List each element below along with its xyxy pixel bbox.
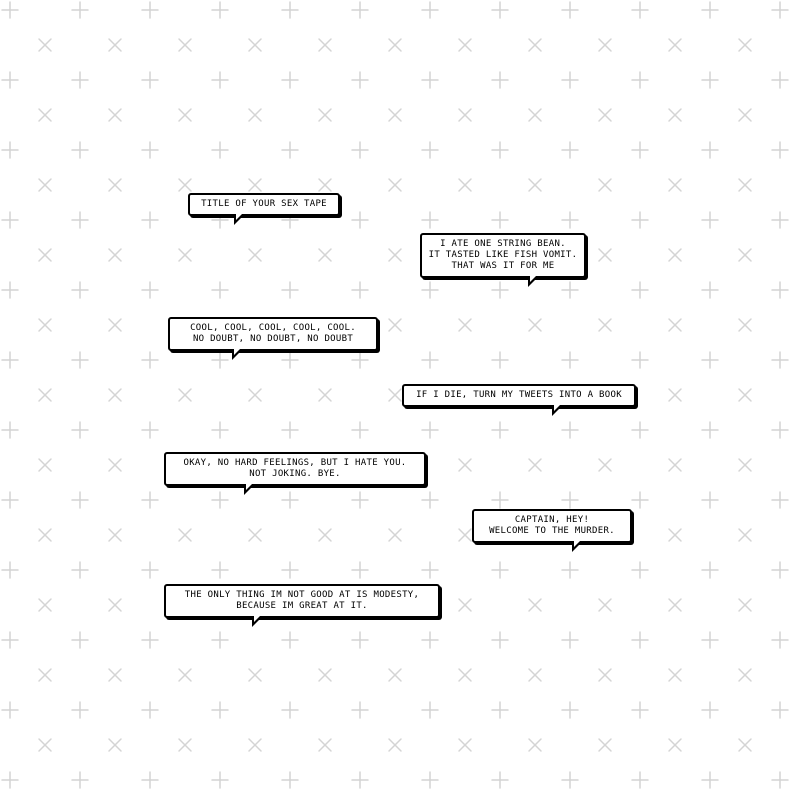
- plus-icon: [562, 702, 578, 718]
- plus-icon: [212, 282, 228, 298]
- x-icon: [179, 669, 191, 681]
- x-icon: [529, 459, 541, 471]
- x-icon: [739, 389, 751, 401]
- plus-icon: [562, 632, 578, 648]
- plus-icon: [282, 142, 298, 158]
- plus-icon: [422, 282, 438, 298]
- plus-icon: [772, 492, 788, 508]
- x-icon: [459, 319, 471, 331]
- x-icon: [109, 459, 121, 471]
- x-icon: [319, 249, 331, 261]
- bubble-text: TITLE OF YOUR SEX TAPE: [201, 199, 327, 209]
- x-icon: [599, 599, 611, 611]
- plus-icon: [632, 2, 648, 18]
- x-icon: [319, 179, 331, 191]
- plus-icon: [562, 212, 578, 228]
- plus-icon: [422, 212, 438, 228]
- speech-bubble-sex-tape: [188, 193, 340, 216]
- x-icon: [319, 529, 331, 541]
- speech-bubble-tweets-book: [402, 384, 636, 407]
- x-icon: [249, 109, 261, 121]
- plus-icon: [282, 702, 298, 718]
- plus-icon: [212, 562, 228, 578]
- plus-icon: [702, 562, 718, 578]
- plus-icon: [632, 352, 648, 368]
- x-icon: [459, 179, 471, 191]
- x-icon: [109, 389, 121, 401]
- x-icon: [39, 459, 51, 471]
- x-icon: [739, 529, 751, 541]
- x-icon: [459, 669, 471, 681]
- x-icon: [739, 109, 751, 121]
- x-icon: [599, 319, 611, 331]
- plus-icon: [702, 72, 718, 88]
- x-icon: [319, 739, 331, 751]
- plus-icon: [142, 352, 158, 368]
- x-icon: [669, 529, 681, 541]
- x-icon: [389, 739, 401, 751]
- x-icon: [39, 319, 51, 331]
- plus-icon: [72, 212, 88, 228]
- speech-bubble-modesty: [164, 584, 440, 618]
- x-icon: [39, 529, 51, 541]
- plus-icon: [772, 352, 788, 368]
- plus-icon: [562, 2, 578, 18]
- x-icon: [529, 599, 541, 611]
- plus-icon: [142, 282, 158, 298]
- x-icon: [39, 109, 51, 121]
- x-icon: [739, 739, 751, 751]
- x-icon: [739, 459, 751, 471]
- plus-icon: [352, 282, 368, 298]
- plus-icon: [352, 422, 368, 438]
- plus-icon: [142, 2, 158, 18]
- x-icon: [669, 599, 681, 611]
- plus-icon: [702, 702, 718, 718]
- x-icon: [669, 39, 681, 51]
- plus-icon: [282, 352, 298, 368]
- plus-icon: [72, 352, 88, 368]
- plus-icon: [2, 492, 18, 508]
- plus-icon: [702, 282, 718, 298]
- plus-icon: [492, 562, 508, 578]
- plus-icon: [72, 282, 88, 298]
- speech-bubble-cool-cool: [168, 317, 378, 351]
- bubble-text: OKAY, NO HARD FEELINGS, BUT I HATE YOU.: [183, 458, 407, 468]
- plus-icon: [702, 422, 718, 438]
- bubble-text: WELCOME TO THE MURDER.: [489, 526, 615, 536]
- plus-icon: [282, 562, 298, 578]
- plus-icon: [422, 702, 438, 718]
- x-icon: [459, 459, 471, 471]
- plus-icon: [772, 702, 788, 718]
- x-icon: [669, 249, 681, 261]
- x-icon: [529, 109, 541, 121]
- plus-icon: [492, 632, 508, 648]
- x-icon: [669, 179, 681, 191]
- x-icon: [179, 529, 191, 541]
- plus-icon: [142, 702, 158, 718]
- plus-icon: [352, 492, 368, 508]
- speech-bubble-string-bean: [420, 233, 586, 278]
- x-icon: [249, 529, 261, 541]
- plus-icon: [632, 632, 648, 648]
- plus-icon: [2, 72, 18, 88]
- x-icon: [319, 389, 331, 401]
- plus-icon: [2, 282, 18, 298]
- x-icon: [739, 319, 751, 331]
- x-icon: [459, 109, 471, 121]
- x-icon: [319, 109, 331, 121]
- plus-icon: [72, 142, 88, 158]
- plus-icon: [212, 72, 228, 88]
- plus-icon: [142, 142, 158, 158]
- bubble-text: NOT JOKING. BYE.: [249, 469, 341, 479]
- x-icon: [389, 179, 401, 191]
- plus-icon: [772, 562, 788, 578]
- plus-icon: [352, 702, 368, 718]
- x-icon: [109, 249, 121, 261]
- x-icon: [529, 319, 541, 331]
- plus-icon: [772, 72, 788, 88]
- plus-icon: [632, 422, 648, 438]
- bubble-tail: [528, 278, 537, 287]
- plus-icon: [772, 282, 788, 298]
- x-icon: [109, 669, 121, 681]
- plus-icon: [562, 422, 578, 438]
- plus-icon: [492, 492, 508, 508]
- x-icon: [669, 739, 681, 751]
- x-icon: [459, 39, 471, 51]
- plus-icon: [352, 632, 368, 648]
- plus-icon: [492, 212, 508, 228]
- plus-icon: [142, 72, 158, 88]
- x-icon: [599, 39, 611, 51]
- bubble-text: BECAUSE IM GREAT AT IT.: [236, 601, 368, 611]
- bubble-tail: [234, 216, 243, 225]
- x-icon: [599, 669, 611, 681]
- x-icon: [669, 389, 681, 401]
- x-icon: [39, 249, 51, 261]
- x-icon: [109, 39, 121, 51]
- x-icon: [599, 109, 611, 121]
- plus-icon: [2, 142, 18, 158]
- x-icon: [739, 599, 751, 611]
- speech-bubble-captain-hey: [472, 509, 632, 543]
- plus-icon: [2, 702, 18, 718]
- plus-icon: [632, 282, 648, 298]
- plus-icon: [422, 72, 438, 88]
- plus-icon: [72, 702, 88, 718]
- plus-icon: [2, 632, 18, 648]
- plus-icon: [492, 142, 508, 158]
- bubble-text: I ATE ONE STRING BEAN.: [440, 239, 566, 249]
- x-icon: [109, 529, 121, 541]
- plus-icon: [2, 212, 18, 228]
- x-icon: [39, 669, 51, 681]
- x-icon: [319, 669, 331, 681]
- plus-icon: [422, 562, 438, 578]
- x-icon: [669, 459, 681, 471]
- x-icon: [459, 599, 471, 611]
- plus-icon: [2, 352, 18, 368]
- x-icon: [389, 109, 401, 121]
- plus-icon: [282, 632, 298, 648]
- x-icon: [249, 739, 261, 751]
- plus-icon: [142, 492, 158, 508]
- plus-icon: [632, 142, 648, 158]
- plus-icon: [352, 352, 368, 368]
- plus-icon: [772, 422, 788, 438]
- plus-icon: [282, 282, 298, 298]
- plus-icon: [2, 2, 18, 18]
- plus-icon: [772, 772, 788, 788]
- plus-icon: [212, 492, 228, 508]
- plus-icon: [212, 352, 228, 368]
- plus-icon: [492, 72, 508, 88]
- plus-icon: [352, 212, 368, 228]
- plus-icon: [702, 142, 718, 158]
- plus-icon: [352, 2, 368, 18]
- plus-icon: [72, 422, 88, 438]
- x-icon: [109, 179, 121, 191]
- plus-icon: [632, 212, 648, 228]
- plus-icon: [772, 632, 788, 648]
- plus-icon: [142, 212, 158, 228]
- plus-icon: [282, 422, 298, 438]
- x-icon: [39, 739, 51, 751]
- plus-icon: [632, 562, 648, 578]
- plus-icon: [72, 2, 88, 18]
- plus-icon: [422, 632, 438, 648]
- plus-icon: [492, 352, 508, 368]
- plus-icon: [772, 2, 788, 18]
- bubble-text: COOL, COOL, COOL, COOL, COOL.: [190, 323, 356, 333]
- x-icon: [669, 669, 681, 681]
- plus-icon: [422, 772, 438, 788]
- plus-icon: [772, 142, 788, 158]
- plus-icon: [492, 2, 508, 18]
- plus-icon: [702, 2, 718, 18]
- plus-icon: [422, 352, 438, 368]
- plus-icon: [212, 632, 228, 648]
- plus-icon: [632, 772, 648, 788]
- plus-icon: [632, 702, 648, 718]
- x-icon: [39, 39, 51, 51]
- x-icon: [179, 739, 191, 751]
- bubble-tail: [244, 486, 253, 495]
- x-icon: [109, 319, 121, 331]
- plus-icon: [212, 142, 228, 158]
- x-icon: [529, 669, 541, 681]
- plus-icon: [422, 2, 438, 18]
- bubble-text: THAT WAS IT FOR ME: [451, 261, 555, 271]
- plus-icon: [2, 562, 18, 578]
- plus-icon: [352, 72, 368, 88]
- plus-icon: [212, 772, 228, 788]
- x-icon: [249, 669, 261, 681]
- x-icon: [109, 599, 121, 611]
- plus-icon: [562, 142, 578, 158]
- x-icon: [179, 179, 191, 191]
- plus-icon: [352, 772, 368, 788]
- x-icon: [459, 529, 471, 541]
- plus-icon: [142, 422, 158, 438]
- x-icon: [739, 179, 751, 191]
- x-icon: [249, 179, 261, 191]
- speech-bubble-hard-feelings: [164, 452, 426, 486]
- x-icon: [739, 39, 751, 51]
- bubble-text: THE ONLY THING IM NOT GOOD AT IS MODESTY,: [184, 590, 420, 600]
- plus-icon: [492, 772, 508, 788]
- plus-icon: [702, 772, 718, 788]
- plus-icon: [282, 492, 298, 508]
- bubble-tail: [552, 407, 561, 416]
- plus-icon: [72, 632, 88, 648]
- x-icon: [389, 529, 401, 541]
- x-icon: [179, 249, 191, 261]
- x-icon: [669, 319, 681, 331]
- plus-icon: [772, 212, 788, 228]
- plus-icon: [282, 72, 298, 88]
- x-icon: [39, 599, 51, 611]
- x-icon: [389, 669, 401, 681]
- plus-icon: [422, 142, 438, 158]
- x-icon: [179, 389, 191, 401]
- x-icon: [249, 39, 261, 51]
- x-icon: [319, 39, 331, 51]
- x-icon: [179, 39, 191, 51]
- x-icon: [739, 249, 751, 261]
- x-icon: [249, 249, 261, 261]
- plus-icon: [702, 212, 718, 228]
- plus-icon: [2, 422, 18, 438]
- x-icon: [529, 179, 541, 191]
- x-icon: [599, 249, 611, 261]
- bubble-tail: [252, 618, 261, 627]
- plus-icon: [422, 422, 438, 438]
- plus-icon: [562, 492, 578, 508]
- plus-icon: [212, 422, 228, 438]
- x-icon: [529, 739, 541, 751]
- x-icon: [109, 739, 121, 751]
- bubble-text: IT TASTED LIKE FISH VOMIT.: [428, 250, 578, 260]
- plus-icon: [282, 772, 298, 788]
- plus-icon: [142, 562, 158, 578]
- plus-icon: [492, 282, 508, 298]
- x-icon: [599, 739, 611, 751]
- x-icon: [459, 739, 471, 751]
- plus-icon: [212, 2, 228, 18]
- bubble-tail: [232, 351, 241, 360]
- x-icon: [599, 179, 611, 191]
- plus-icon: [282, 2, 298, 18]
- plus-icon: [632, 72, 648, 88]
- plus-icon: [212, 702, 228, 718]
- bubble-text: IF I DIE, TURN MY TWEETS INTO A BOOK: [416, 390, 622, 400]
- plus-icon: [562, 282, 578, 298]
- plus-icon: [562, 352, 578, 368]
- plus-icon: [562, 72, 578, 88]
- plus-icon: [632, 492, 648, 508]
- x-icon: [669, 109, 681, 121]
- plus-icon: [702, 352, 718, 368]
- x-icon: [389, 39, 401, 51]
- x-icon: [389, 319, 401, 331]
- plus-icon: [492, 422, 508, 438]
- x-icon: [39, 179, 51, 191]
- x-icon: [529, 39, 541, 51]
- x-icon: [389, 249, 401, 261]
- bubble-text: CAPTAIN, HEY!: [514, 515, 590, 525]
- x-icon: [389, 389, 401, 401]
- plus-icon: [562, 562, 578, 578]
- plus-icon: [142, 772, 158, 788]
- plus-icon: [142, 632, 158, 648]
- plus-icon: [72, 72, 88, 88]
- plus-icon: [352, 562, 368, 578]
- bubble-text: NO DOUBT, NO DOUBT, NO DOUBT: [192, 334, 354, 344]
- plus-icon: [72, 772, 88, 788]
- plus-icon: [352, 142, 368, 158]
- plus-icon: [72, 562, 88, 578]
- x-icon: [599, 459, 611, 471]
- x-icon: [109, 109, 121, 121]
- x-icon: [249, 389, 261, 401]
- plus-icon: [72, 492, 88, 508]
- bubble-tail: [572, 543, 581, 552]
- plus-icon: [702, 632, 718, 648]
- x-icon: [39, 389, 51, 401]
- plus-icon: [2, 772, 18, 788]
- plus-icon: [702, 492, 718, 508]
- plus-icon: [422, 492, 438, 508]
- plus-icon: [562, 772, 578, 788]
- x-icon: [739, 669, 751, 681]
- plus-icon: [492, 702, 508, 718]
- x-icon: [179, 109, 191, 121]
